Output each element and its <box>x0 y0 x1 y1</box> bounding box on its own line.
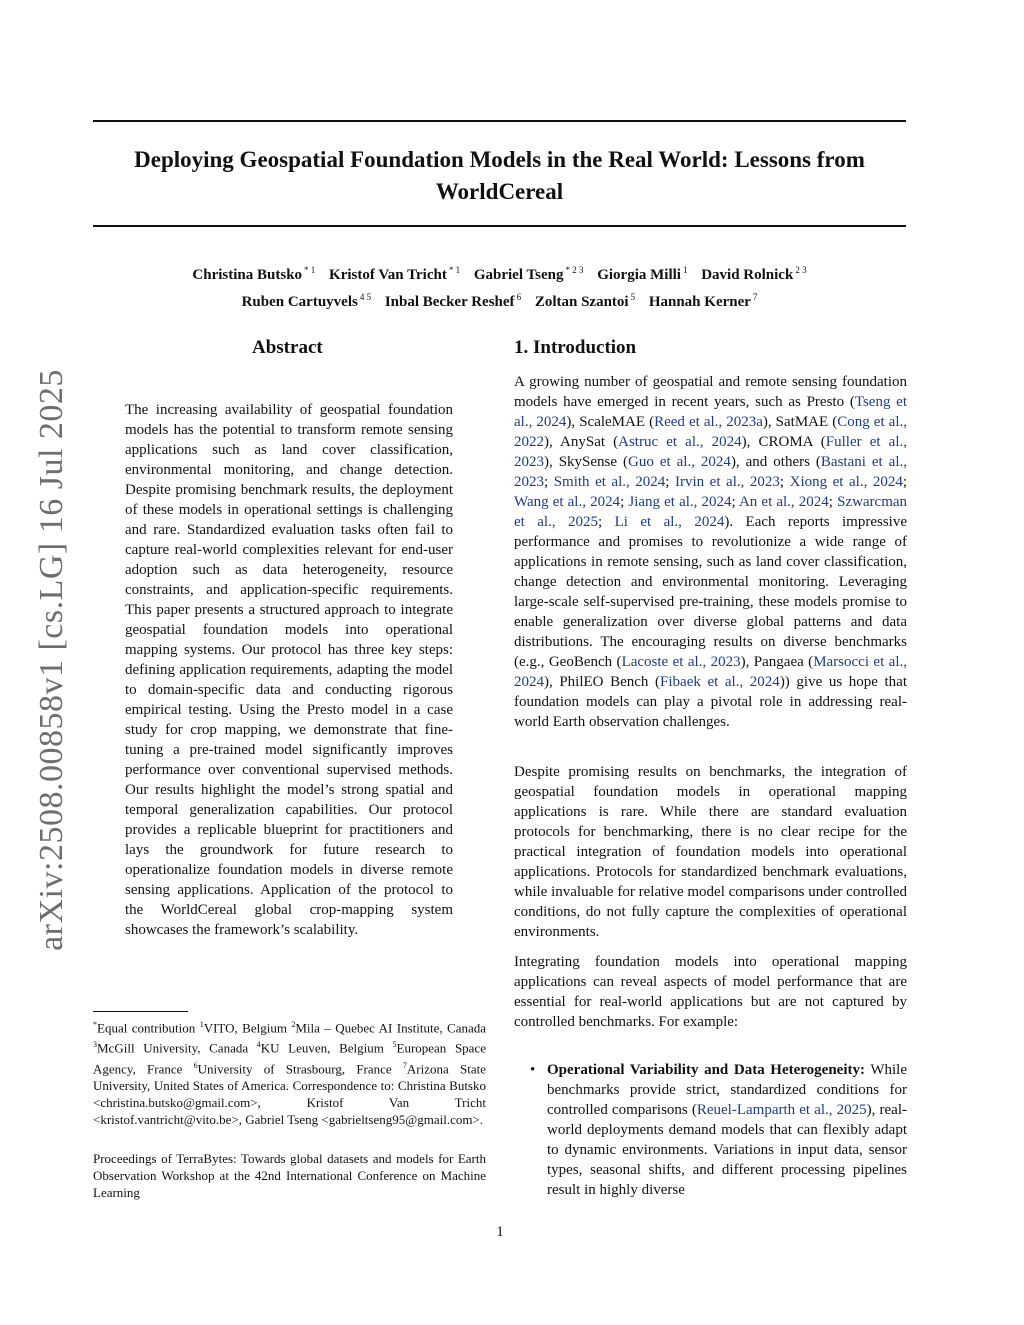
citation-link[interactable]: Xiong et al., 2024 <box>789 474 903 490</box>
text-run: A growing number of geospatial and remote sensing foundation models have emerged in recent years, such as Presto ( <box>514 374 907 410</box>
author <box>474 267 584 283</box>
author-name: Zoltan Szantoi <box>534 294 629 310</box>
citation-link[interactable]: Bastani et al., 2023 <box>514 454 908 490</box>
text-run: ), real-world deployments demand models that can flexibly adapt to dynamic environments. Variations in input data, sensor types, seasonal shifts, and different processing pipelines result in highly diverse <box>547 1102 907 1198</box>
citation-link[interactable]: Szwarcman et al., 2025 <box>514 494 908 530</box>
author-name: David Rolnick <box>701 267 794 283</box>
author <box>192 267 315 283</box>
citation-link[interactable]: Reuel-Lamparth et al., 2025 <box>696 1102 867 1118</box>
text-run: ; <box>620 494 629 510</box>
citation-link[interactable]: Li et al., 2024 <box>614 514 725 530</box>
citation-link[interactable]: Lacoste et al., 2023 <box>621 654 741 670</box>
citation-link[interactable]: Jiang et al., 2024 <box>628 494 732 510</box>
top-rule <box>93 120 906 122</box>
footnote-text: Equal contribution <box>97 1020 200 1036</box>
text-run: ; <box>828 494 838 510</box>
author-list <box>93 259 906 313</box>
text-run: ), and others ( <box>730 454 821 470</box>
abstract-text: The increasing availability of geospatial foundation models has the potential to transform remote sensing applications such as land cover classification, environmental monitoring, and change detection. Despite promising benchmark results, the deployment of these models in operational settings is challenging and rare. Standardized evaluation tasks often fail to capture real-world complexities relevant for end-user adoption such as data heterogeneity, resource constraints, and application-specific requirements. This paper presents a structured approach to integrate geospatial foundation models into operational mapping systems. Our protocol has three key steps: defining application requirements, adapting the model to domain-specific data and conducting rigorous empirical testing. Using the Presto model in a case study for crop mapping, we demonstrate that fine-tuning a pre-trained model significantly improves performance over conventional supervised methods. Our results highlight the model’s strong spatial and temporal generalization capabilities. Our protocol provides a replicable blueprint for practitioners and lays the groundwork for future research to operationalize foundation models in diverse remote sensing applications. Application of the protocol to the WorldCereal global crop-mapping system showcases the framework’s scalability. <box>125 402 453 938</box>
footnote-text: KU Leuven, Belgium <box>260 1040 393 1056</box>
author-affiliation-marker: * 2 3 <box>565 265 584 275</box>
page-number: 1 <box>496 1224 504 1240</box>
author-name: Inbal Becker Reshef <box>384 294 515 310</box>
intro-paragraph-2: Despite promising results on benchmarks, the integration of geospatial foundation models in operational mapping applications is rare. While there are standard evaluation protocols for benchmarking, there is no clear recipe for the practical integration of foundation models into operational applications. Protocols for standardized benchmark evaluations, while invaluable for relative model comparisons under controlled conditions, do not fully capture the complexities of operational environments. <box>514 764 907 940</box>
footnote-marker: 6 <box>193 1060 198 1070</box>
text-run: ), SkySense ( <box>544 454 629 470</box>
author-affiliation-marker: 4 5 <box>359 292 372 302</box>
citation-link[interactable]: Irvin et al., 2023 <box>675 474 780 490</box>
author-name: Christina Butsko <box>192 267 303 283</box>
author <box>535 294 635 310</box>
citation-link[interactable]: Wang et al., 2024 <box>514 494 621 510</box>
text-run: While benchmarks provide strict, standardized conditions for controlled comparisons ( <box>547 1062 907 1118</box>
text-run: ; <box>598 514 615 530</box>
author-affiliation-marker: * 1 <box>448 265 461 275</box>
text-run: ), PhilEO Bench ( <box>544 674 661 690</box>
bullet-dot: • <box>530 1062 536 1078</box>
text-run: ; <box>779 474 790 490</box>
text-run: ), AnySat ( <box>544 434 619 450</box>
text-run: ; <box>731 494 739 510</box>
text-run: ; <box>902 474 908 490</box>
author-affiliation-marker: 1 <box>682 265 688 275</box>
arxiv-stamp: arXiv:2508.00858v1 [cs.LG] 16 Jul 2025 <box>33 369 70 951</box>
text-run: ), SatMAE ( <box>762 414 838 430</box>
author <box>329 267 460 283</box>
proceedings-footnote: Proceedings of TerraBytes: Towards global datasets and models for Earth Observation Workshop at the 42nd International Conference on Machine Learning <box>93 1151 486 1200</box>
author-affiliation-marker: * 1 <box>304 265 316 275</box>
text-run: )) give us hope that foundation models can play a pivotal role in addressing real-world Earth observation challenges. <box>514 674 908 730</box>
author <box>649 294 758 310</box>
footnote-marker: 4 <box>256 1040 261 1050</box>
footnote-text: European Space Agency, France <box>93 1040 486 1076</box>
footnote-marker: 2 <box>291 1020 296 1029</box>
text-run: ; <box>665 474 675 490</box>
citation-link[interactable]: Reed et al., 2023a <box>654 414 763 430</box>
author <box>597 267 687 283</box>
text-run: ; <box>544 474 554 490</box>
author <box>242 294 372 310</box>
title-bottom-rule <box>93 225 906 227</box>
footnote-marker: 1 <box>199 1020 204 1029</box>
author <box>701 267 806 283</box>
author-affiliation-marker: 7 <box>752 292 758 302</box>
citation-link[interactable]: Tseng et al., 2024 <box>514 394 907 430</box>
author <box>385 294 521 310</box>
author-name: Giorgia Milli <box>597 267 681 283</box>
author-affiliation-marker: 5 <box>630 292 636 302</box>
citation-link[interactable]: Fuller et al., 2023 <box>514 434 907 470</box>
author-name: Hannah Kerner <box>648 294 751 310</box>
author-affiliation-marker: 2 3 <box>795 265 807 275</box>
text-run: ). Each reports impressive performance and promises to revolutionize a wide range of applications in remote sensing, such as land cover classification, change detection and environmental monitoring. Leveraging large-scale self-supervised pre-training, these models promise to enable generalization over diverse global patterns and data distributions. The encouraging results on diverse benchmarks (e.g., GeoBench ( <box>514 514 907 670</box>
text-run: ), ScaleMAE ( <box>566 414 655 430</box>
bullet-title: Operational Variability and Data Heterogeneity: <box>547 1062 865 1078</box>
abstract-heading: Abstract <box>252 337 323 358</box>
footnote-text: University of Strasbourg, France <box>197 1060 403 1076</box>
footnote-text: McGill University, Canada <box>97 1040 257 1056</box>
text-run: ), Pangaea ( <box>740 654 814 670</box>
footnote-text: VITO, Belgium <box>203 1020 292 1036</box>
paper-title: Deploying Geospatial Foundation Models in the Real World: Lessons from WorldCereal <box>134 147 865 204</box>
footnote-marker: 7 <box>402 1060 407 1070</box>
citation-link[interactable]: Astruc et al., 2024 <box>618 434 742 450</box>
author-affiliation-marker: 6 <box>516 292 522 302</box>
footnote-rule <box>93 1011 188 1012</box>
bullet-item <box>530 1060 907 1200</box>
bullet-body <box>547 1062 907 1198</box>
citation-link[interactable]: Smith et al., 2024 <box>553 474 666 490</box>
author-name: Ruben Cartuyvels <box>241 294 358 310</box>
footnote-marker: * <box>93 1020 97 1029</box>
footnote-marker: 3 <box>93 1040 97 1050</box>
intro-paragraph-1 <box>514 372 907 732</box>
author-name: Gabriel Tseng <box>473 267 564 283</box>
affiliations-footnote <box>93 1016 486 1128</box>
footnote-marker: 5 <box>392 1040 397 1050</box>
citation-link[interactable]: Fibaek et al., 2024 <box>660 674 780 690</box>
bullet-text <box>547 1060 907 1200</box>
citation-link[interactable]: Marsocci et al., 2024 <box>514 654 907 690</box>
citation-link[interactable]: An et al., 2024 <box>738 494 829 510</box>
footnote-text: Mila – Quebec AI Institute, Canada <box>295 1020 487 1036</box>
text-run: ), CROMA ( <box>741 434 826 450</box>
footnote-text: Arizona State University, United States of America. Correspondence to: Christina Butsko <christina.butsko@gmail.com>, Kristof Van Tricht <kristof.vantricht@vito.be>, Gabriel Tseng <gabrieltseng95@gmail.com>. <box>93 1060 486 1127</box>
citation-link[interactable]: Guo et al., 2024 <box>628 454 731 470</box>
author-name: Kristof Van Tricht <box>329 267 447 283</box>
introduction-heading: 1. Introduction <box>514 337 637 358</box>
citation-link[interactable]: Cong et al., 2022 <box>514 414 908 450</box>
intro-paragraph-3: Integrating foundation models into operational mapping applications can reveal aspects of model performance that are essential for real-world applications but are not captured by controlled benchmarks. For example: <box>514 954 907 1030</box>
